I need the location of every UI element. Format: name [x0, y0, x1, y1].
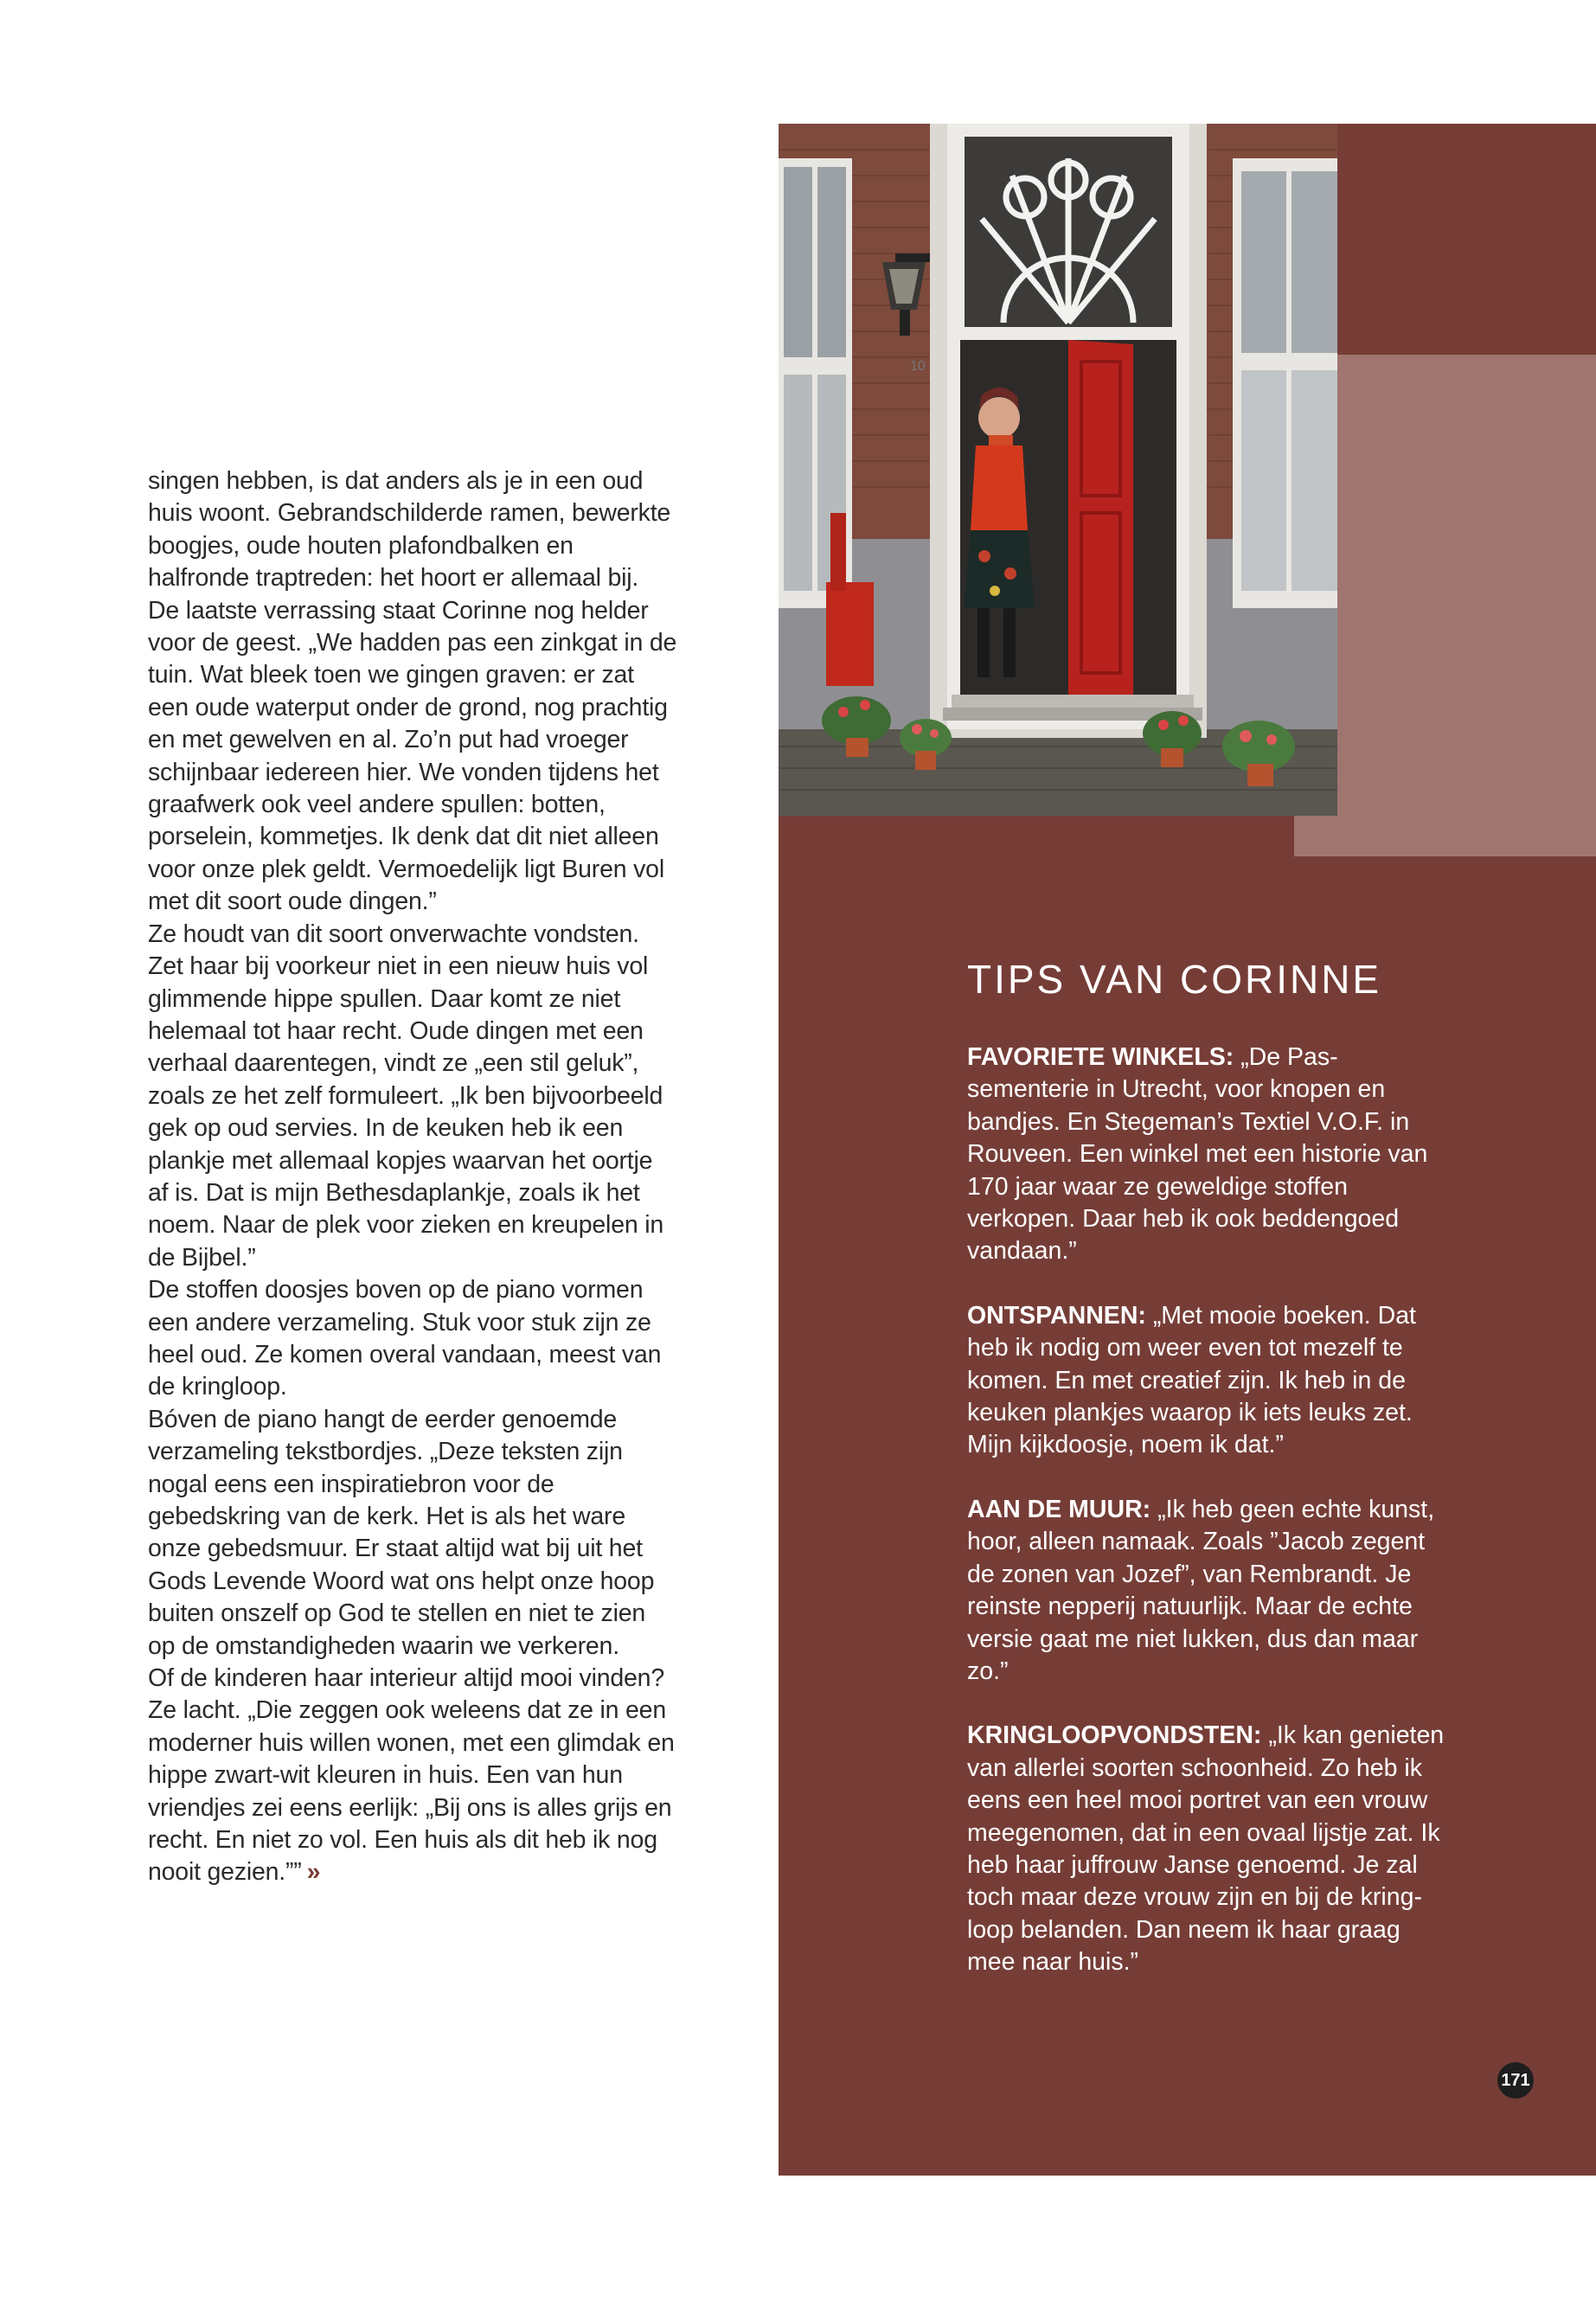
tip-item — [967, 1042, 1452, 1268]
tip-text: „Ik heb geen echte kunst, hoor, alleen namaak. Zoals ”Jacob zegent de zonen van Jozef”, van Rembrandt. Je reinste nepperij natuurlijk. Maar de echte versie gaat me niet lukken, dus dan maar zo.” — [967, 1495, 1435, 1685]
article-paragraph: De laatste verrassing staat Corinne nog helder voor de geest. „We hadden pas een zinkgat in de tuin. Wat bleek toen we gingen graven: er zat een oude waterput onder de grond, nog prachtig en met gewelven en al. Zo’n put had vroeger schijnbaar iedereen hier. We vonden tijdens het graafwerk ook veel andere spullen: botten, porselein, kommetjes. Ik denk dat dit niet alleen voor onze plek geldt. Vermoedelijk ligt Buren vol met dit soort oude dingen.” — [148, 596, 677, 916]
tip-item — [967, 1494, 1452, 1688]
article-paragraph: singen hebben, is dat anders als je in een oud huis woont. Gebrandschilderde ramen, bewerkte boogjes, oude houten plafondbalken en halfronde traptreden: het hoort er allemaal bij. — [148, 467, 671, 593]
house-doorway-photo — [779, 124, 1337, 816]
decorative-square — [1294, 355, 1596, 856]
page-number: 171 — [1497, 2062, 1534, 2099]
tip-text: „Ik kan genieten van allerlei soorten schoonheid. Zo heb ik eens een heel mooi portret van een vrouw meegenomen, dat in een ovaal lijstje zat. Ik heb haar juffrouw Janse genoemd. Je zal toch maar deze vrouw zijn en bij de kringloop belanden. Dan neem ik haar graag mee naar huis.” — [967, 1721, 1445, 1977]
tips-sidebar — [967, 950, 1452, 2011]
article-paragraph — [148, 1663, 677, 1889]
article-paragraph: Ze houdt van dit soort onverwachte vondsten. Zet haar bij voorkeur niet in een nieuw huis vol glimmende hippe spullen. Daar komt ze niet helemaal tot haar recht. Oude dingen met een verhaal daarentegen, vindt ze „een stil geluk”, zoals ze het zelf formuleert. „Ik ben bijvoorbeeld gek op oud servies. In de keuken heb ik een plankje met allemaal kopjes waarvan het oortje af is. Dat is mijn Bethesdaplankje, zoals ik het noem. Naar de plek voor zieken en kreupelen in de Bijbel.” — [148, 920, 663, 1272]
tip-label: AAN DE MUUR: — [967, 1495, 1151, 1523]
tips-title: TIPS VAN CORINNE — [967, 957, 1382, 1002]
tip-text: „De Passementerie in Utrecht, voor knopen en bandjes. En Stegeman’s Textiel V.O.F. in Rouveen. Een winkel met een historie van 170 jaar waar ze geweldige stoffen verkopen. Daar heb ik ook beddengoed vandaan.” — [967, 1043, 1428, 1266]
house-number: 10 — [910, 359, 926, 374]
doorway-illustration — [779, 124, 1337, 816]
article-paragraph: Bóven de piano hangt de eerder genoemde verzameling tekstbordjes. „Deze teksten zijn nogal eens een inspiratiebron voor de gebedskring van de kerk. Het is als het ware onze gebedsmuur. Er staat altijd wat bij uit het Gods Levende Woord wat ons helpt onze hoop buiten onszelf op God te stellen en niet te zien op de omstandigheden waarin we verkeren. — [148, 1405, 655, 1660]
article-body — [148, 465, 677, 1889]
tip-text: „Met mooie boeken. Dat heb ik nodig om weer even tot mezelf te komen. En met creatief zijn. Ik heb in de keuken plankjes waarop ik iets leuks zet. Mijn kijkdoosje, noem ik dat.” — [967, 1301, 1416, 1459]
article-paragraph-text: Of de kinderen haar interieur altijd mooi vinden? Ze lacht. „Die zeggen ook weleens dat ze in een moderner huis willen wonen, met een glimdak en hippe zwart-wit kleuren in huis. Een van hun vriendjes zei eens eerlijk: „Bij ons is alles grijs en recht. En niet zo vol. Een huis als dit heb ik nog nooit gezien.”” — [148, 1664, 675, 1887]
tip-label: KRINGLOOPVONDSTEN: — [967, 1721, 1262, 1750]
tip-item — [967, 1720, 1452, 1978]
continue-arrow-icon: » — [306, 1858, 316, 1887]
tip-label: ONTSPANNEN: — [967, 1301, 1146, 1330]
tip-label: FAVORIETE WINKELS: — [967, 1043, 1234, 1071]
tip-item — [967, 1300, 1452, 1462]
article-paragraph: De stoffen doosjes boven op de piano vormen een andere verzameling. Stuk voor stuk zijn ze heel oud. Ze komen overal vandaan, meest van de kringloop. — [148, 1276, 662, 1401]
